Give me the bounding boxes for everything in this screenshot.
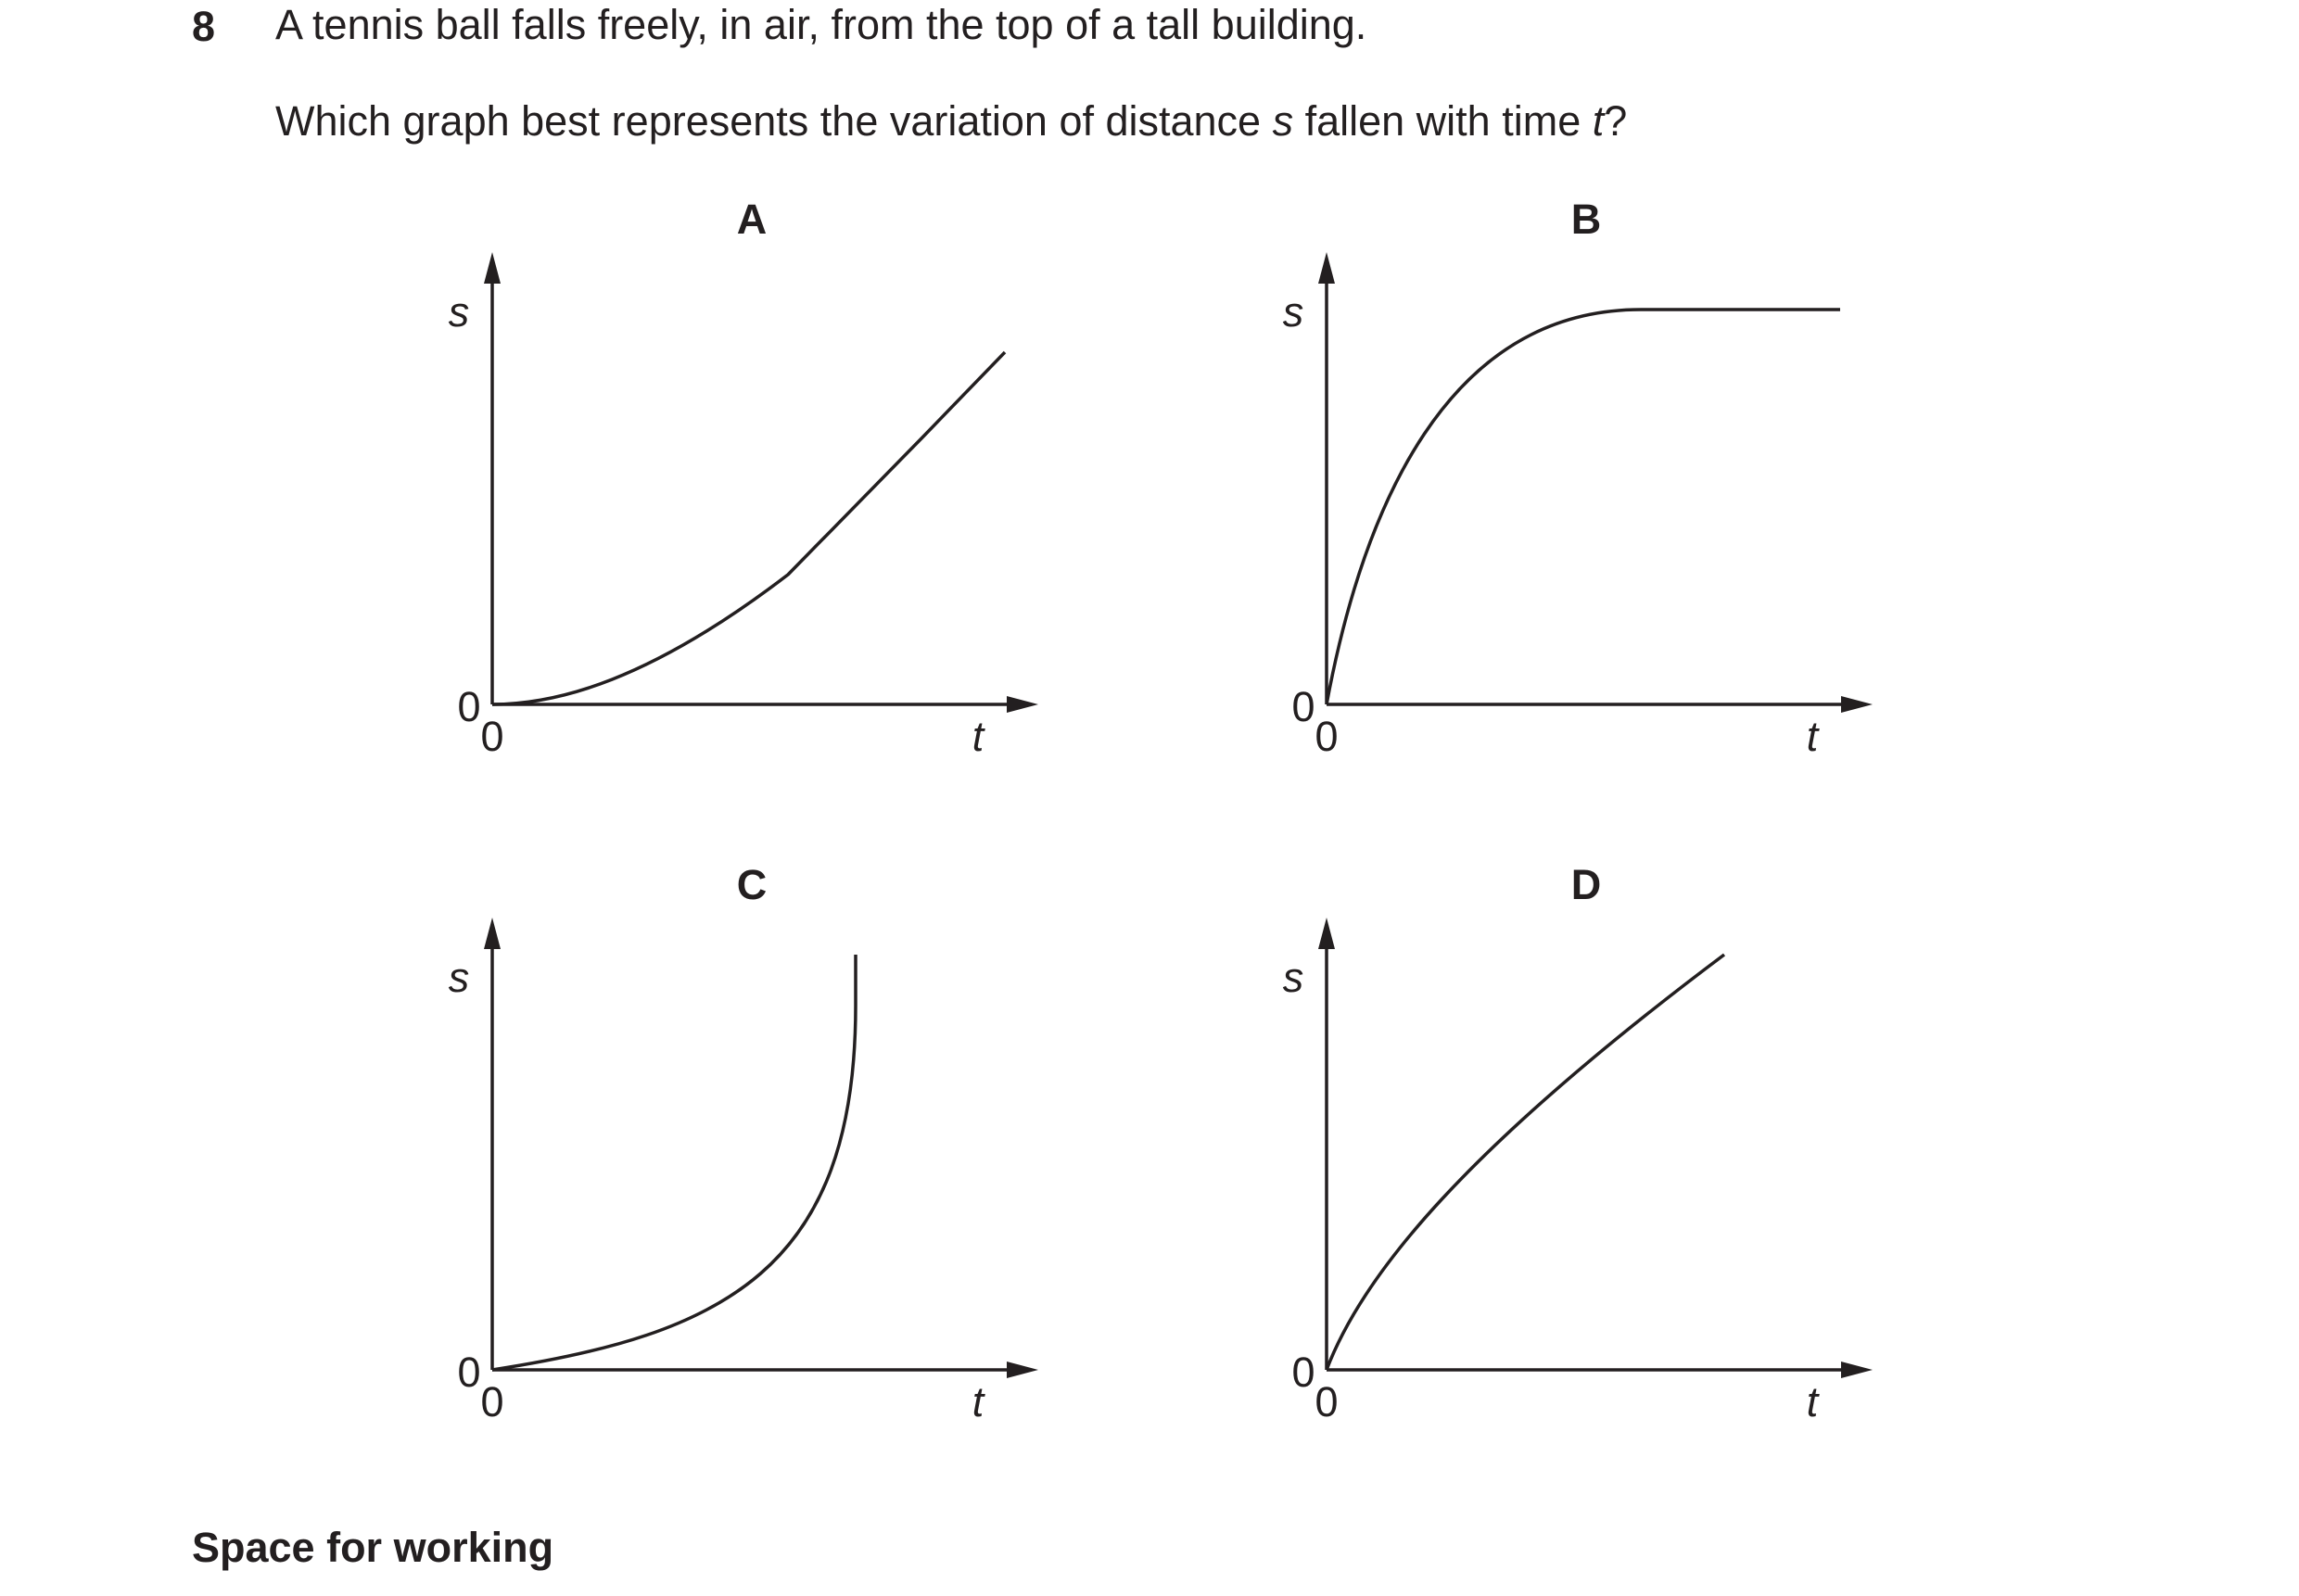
option-label-b: B <box>1570 196 1602 243</box>
x-origin-label: 0 <box>1315 713 1339 760</box>
y-axis-arrowhead <box>1318 252 1335 284</box>
graph-option-a <box>449 196 1038 760</box>
y-axis-arrowhead <box>1318 918 1335 949</box>
x-axis-arrowhead <box>1841 1362 1873 1378</box>
x-axis-arrowhead <box>1007 696 1038 713</box>
y-origin-label: 0 <box>1291 683 1315 730</box>
question-text-part: fallen with time <box>1293 97 1593 145</box>
curve-c <box>492 955 856 1370</box>
x-axis-arrowhead <box>1007 1362 1038 1378</box>
y-axis-label: s <box>448 288 470 336</box>
x-axis-label: t <box>1806 1378 1819 1425</box>
curve-b <box>1327 310 1840 704</box>
y-origin-label: 0 <box>457 1349 481 1396</box>
question-symbol-t: t <box>1592 97 1605 145</box>
option-label-c: C <box>736 861 768 908</box>
x-axis-arrowhead <box>1841 696 1873 713</box>
question-text-part: Which graph best represents the variation of distance <box>275 97 1273 145</box>
x-axis-label: t <box>972 1378 984 1425</box>
question-text-part: ? <box>1604 97 1628 145</box>
graph-option-c <box>449 861 1038 1425</box>
x-origin-label: 0 <box>480 1378 504 1425</box>
y-axis-label: s <box>1282 288 1304 336</box>
graph-option-b <box>1283 196 1873 760</box>
space-for-working-label: Space for working <box>192 1524 554 1571</box>
curve-d <box>1327 955 1724 1370</box>
graph-option-d <box>1283 861 1873 1425</box>
question-number: 8 <box>192 3 216 50</box>
x-axis-label: t <box>1806 713 1819 760</box>
y-axis-label: s <box>448 954 470 1001</box>
y-axis-label: s <box>1282 954 1304 1001</box>
option-label-d: D <box>1570 861 1602 908</box>
x-axis-label: t <box>972 713 984 760</box>
y-origin-label: 0 <box>457 683 481 730</box>
x-origin-label: 0 <box>480 713 504 760</box>
y-axis-arrowhead <box>484 252 501 284</box>
question-symbol-s: s <box>1272 97 1294 145</box>
curve-a <box>492 352 1005 704</box>
y-origin-label: 0 <box>1291 1349 1315 1396</box>
option-label-a: A <box>736 196 768 243</box>
question-text-line-1: A tennis ball falls freely, in air, from the top of a tall building. <box>275 1 1367 48</box>
y-axis-arrowhead <box>484 918 501 949</box>
x-origin-label: 0 <box>1315 1378 1339 1425</box>
